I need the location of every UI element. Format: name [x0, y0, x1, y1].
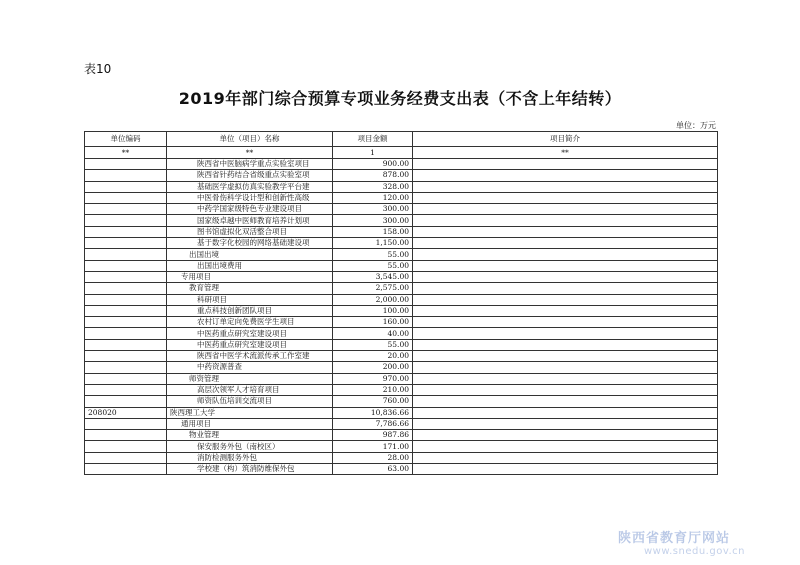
- header-amount: 项目金额: [333, 132, 413, 147]
- cell-code: [85, 305, 167, 316]
- cell-amount: 20.00: [333, 351, 413, 362]
- cell-amount: 55.00: [333, 249, 413, 260]
- cell-desc: [413, 328, 718, 339]
- cell-desc: [413, 238, 718, 249]
- table-row: [85, 271, 718, 282]
- cell-amount: 7,786.66: [333, 418, 413, 429]
- cell-code: [85, 362, 167, 373]
- cell-code: [85, 430, 167, 441]
- cell-amount: 55.00: [333, 339, 413, 350]
- cell-desc: [413, 464, 718, 475]
- table-row: [85, 305, 718, 316]
- cell-desc: [413, 226, 718, 237]
- cell-desc: [413, 204, 718, 215]
- cell-amount: 63.00: [333, 464, 413, 475]
- table-row: [85, 351, 718, 362]
- cell-name: 学校建（构）筑消防维保外包: [167, 464, 333, 475]
- cell-code: [85, 294, 167, 305]
- subheader-name: **: [167, 147, 333, 159]
- cell-code: [85, 192, 167, 203]
- cell-desc: [413, 362, 718, 373]
- cell-desc: [413, 351, 718, 362]
- cell-amount: 210.00: [333, 384, 413, 395]
- cell-name: 出国出境费用: [167, 260, 333, 271]
- table-row: [85, 181, 718, 192]
- cell-amount: 970.00: [333, 373, 413, 384]
- table-row: [85, 170, 718, 181]
- cell-code: [85, 441, 167, 452]
- cell-amount: 900.00: [333, 159, 413, 170]
- table-row: [85, 226, 718, 237]
- cell-amount: 878.00: [333, 170, 413, 181]
- table-row: [85, 159, 718, 170]
- cell-desc: [413, 181, 718, 192]
- subheader-desc: **: [413, 147, 718, 159]
- cell-amount: 160.00: [333, 317, 413, 328]
- cell-amount: 100.00: [333, 305, 413, 316]
- cell-name: 中药学国家级特色专业建设项目: [167, 204, 333, 215]
- cell-name: 陕西理工大学: [167, 407, 333, 418]
- cell-name: 教育管理: [167, 283, 333, 294]
- cell-amount: 10,836.66: [333, 407, 413, 418]
- cell-amount: 3,545.00: [333, 271, 413, 282]
- cell-amount: 171.00: [333, 441, 413, 452]
- cell-code: [85, 271, 167, 282]
- cell-amount: 987.86: [333, 430, 413, 441]
- cell-code: [85, 159, 167, 170]
- cell-amount: 2,000.00: [333, 294, 413, 305]
- cell-name: 消防检测服务外包: [167, 452, 333, 463]
- cell-amount: 760.00: [333, 396, 413, 407]
- table-row: [85, 418, 718, 429]
- cell-amount: 40.00: [333, 328, 413, 339]
- cell-amount: 28.00: [333, 452, 413, 463]
- cell-name: 图书馆虚拟化双活整合项目: [167, 226, 333, 237]
- cell-name: 中药资源普查: [167, 362, 333, 373]
- cell-desc: [413, 384, 718, 395]
- cell-code: [85, 249, 167, 260]
- cell-code: [85, 351, 167, 362]
- table-row: [85, 464, 718, 475]
- cell-code: [85, 396, 167, 407]
- table-row: [85, 238, 718, 249]
- cell-name: 科研项目: [167, 294, 333, 305]
- header-desc: 项目简介: [413, 132, 718, 147]
- document-title: 2019年部门综合预算专项业务经费支出表（不含上年结转）: [178, 89, 622, 108]
- header-name: 单位（项目）名称: [167, 132, 333, 147]
- cell-name: 中医药重点研究室建设项目: [167, 328, 333, 339]
- cell-code: [85, 464, 167, 475]
- cell-name: 中医骨伤科学设计型和创新性高级: [167, 192, 333, 203]
- cell-code: [85, 170, 167, 181]
- cell-amount: 120.00: [333, 192, 413, 203]
- table-row: [85, 441, 718, 452]
- cell-name: 陕西省针药结合省级重点实验室项: [167, 170, 333, 181]
- cell-desc: [413, 441, 718, 452]
- cell-code: [85, 317, 167, 328]
- cell-name: 基于数字化校园的网络基础建设项: [167, 238, 333, 249]
- cell-desc: [413, 418, 718, 429]
- watermark-url: www.snedu.gov.cn: [644, 546, 745, 557]
- cell-desc: [413, 317, 718, 328]
- cell-name: 师资管理: [167, 373, 333, 384]
- cell-name: 陕西省中医脑病学重点实验室项目: [167, 159, 333, 170]
- table-row: [85, 396, 718, 407]
- cell-amount: 200.00: [333, 362, 413, 373]
- cell-desc: [413, 159, 718, 170]
- cell-code: [85, 238, 167, 249]
- cell-code: [85, 260, 167, 271]
- cell-name: 物业管理: [167, 430, 333, 441]
- cell-desc: [413, 215, 718, 226]
- cell-desc: [413, 283, 718, 294]
- cell-name: 保安服务外包（南校区）: [167, 441, 333, 452]
- cell-code: [85, 339, 167, 350]
- table-row: [85, 283, 718, 294]
- watermark-site-name: 陕西省教育厅网站: [618, 531, 731, 546]
- cell-name: 通用项目: [167, 418, 333, 429]
- cell-amount: 2,575.00: [333, 283, 413, 294]
- cell-desc: [413, 339, 718, 350]
- cell-name: 出国出境: [167, 249, 333, 260]
- cell-code: [85, 384, 167, 395]
- table-row: [85, 430, 718, 441]
- budget-table: [84, 131, 718, 475]
- cell-desc: [413, 373, 718, 384]
- header-code: 单位编码: [85, 132, 167, 147]
- subheader-row: [85, 147, 718, 159]
- cell-name: 国家级卓越中医师教育培养计划项: [167, 215, 333, 226]
- cell-amount: 300.00: [333, 215, 413, 226]
- table-row: [85, 407, 718, 418]
- table-body: [85, 159, 718, 475]
- cell-code: [85, 283, 167, 294]
- cell-code: [85, 373, 167, 384]
- table-row: [85, 204, 718, 215]
- cell-amount: 328.00: [333, 181, 413, 192]
- table-row: [85, 215, 718, 226]
- cell-desc: [413, 407, 718, 418]
- cell-name: 陕西省中医学术流派传承工作室建: [167, 351, 333, 362]
- cell-code: [85, 226, 167, 237]
- table-row: [85, 373, 718, 384]
- header-row: [85, 132, 718, 147]
- cell-code: 208020: [85, 407, 167, 418]
- cell-code: [85, 181, 167, 192]
- cell-name: 师资队伍培训交流项目: [167, 396, 333, 407]
- cell-desc: [413, 192, 718, 203]
- cell-name: 专用项目: [167, 271, 333, 282]
- table-row: [85, 294, 718, 305]
- cell-name: 基础医学虚拟仿真实验教学平台建: [167, 181, 333, 192]
- cell-name: 农村订单定向免费医学生项目: [167, 317, 333, 328]
- cell-code: [85, 452, 167, 463]
- cell-desc: [413, 271, 718, 282]
- cell-amount: 1,150.00: [333, 238, 413, 249]
- table-row: [85, 192, 718, 203]
- table-row: [85, 384, 718, 395]
- cell-desc: [413, 170, 718, 181]
- cell-code: [85, 204, 167, 215]
- table-row: [85, 260, 718, 271]
- cell-code: [85, 418, 167, 429]
- cell-desc: [413, 396, 718, 407]
- cell-amount: 55.00: [333, 260, 413, 271]
- table-row: [85, 317, 718, 328]
- cell-desc: [413, 294, 718, 305]
- cell-desc: [413, 430, 718, 441]
- unit-note: 单位：万元: [676, 121, 716, 130]
- table-row: [85, 249, 718, 260]
- table-row: [85, 339, 718, 350]
- table-row: [85, 452, 718, 463]
- subheader-amount: 1: [333, 147, 413, 159]
- cell-desc: [413, 260, 718, 271]
- cell-amount: 300.00: [333, 204, 413, 215]
- cell-desc: [413, 452, 718, 463]
- table-row: [85, 328, 718, 339]
- table-row: [85, 362, 718, 373]
- table-number-label: 表10: [84, 62, 112, 76]
- cell-code: [85, 328, 167, 339]
- cell-name: 高层次领军人才培育项目: [167, 384, 333, 395]
- cell-desc: [413, 305, 718, 316]
- subheader-code: **: [85, 147, 167, 159]
- cell-desc: [413, 249, 718, 260]
- cell-amount: 158.00: [333, 226, 413, 237]
- cell-code: [85, 215, 167, 226]
- cell-name: 中医药重点研究室建设项目: [167, 339, 333, 350]
- cell-name: 重点科技创新团队项目: [167, 305, 333, 316]
